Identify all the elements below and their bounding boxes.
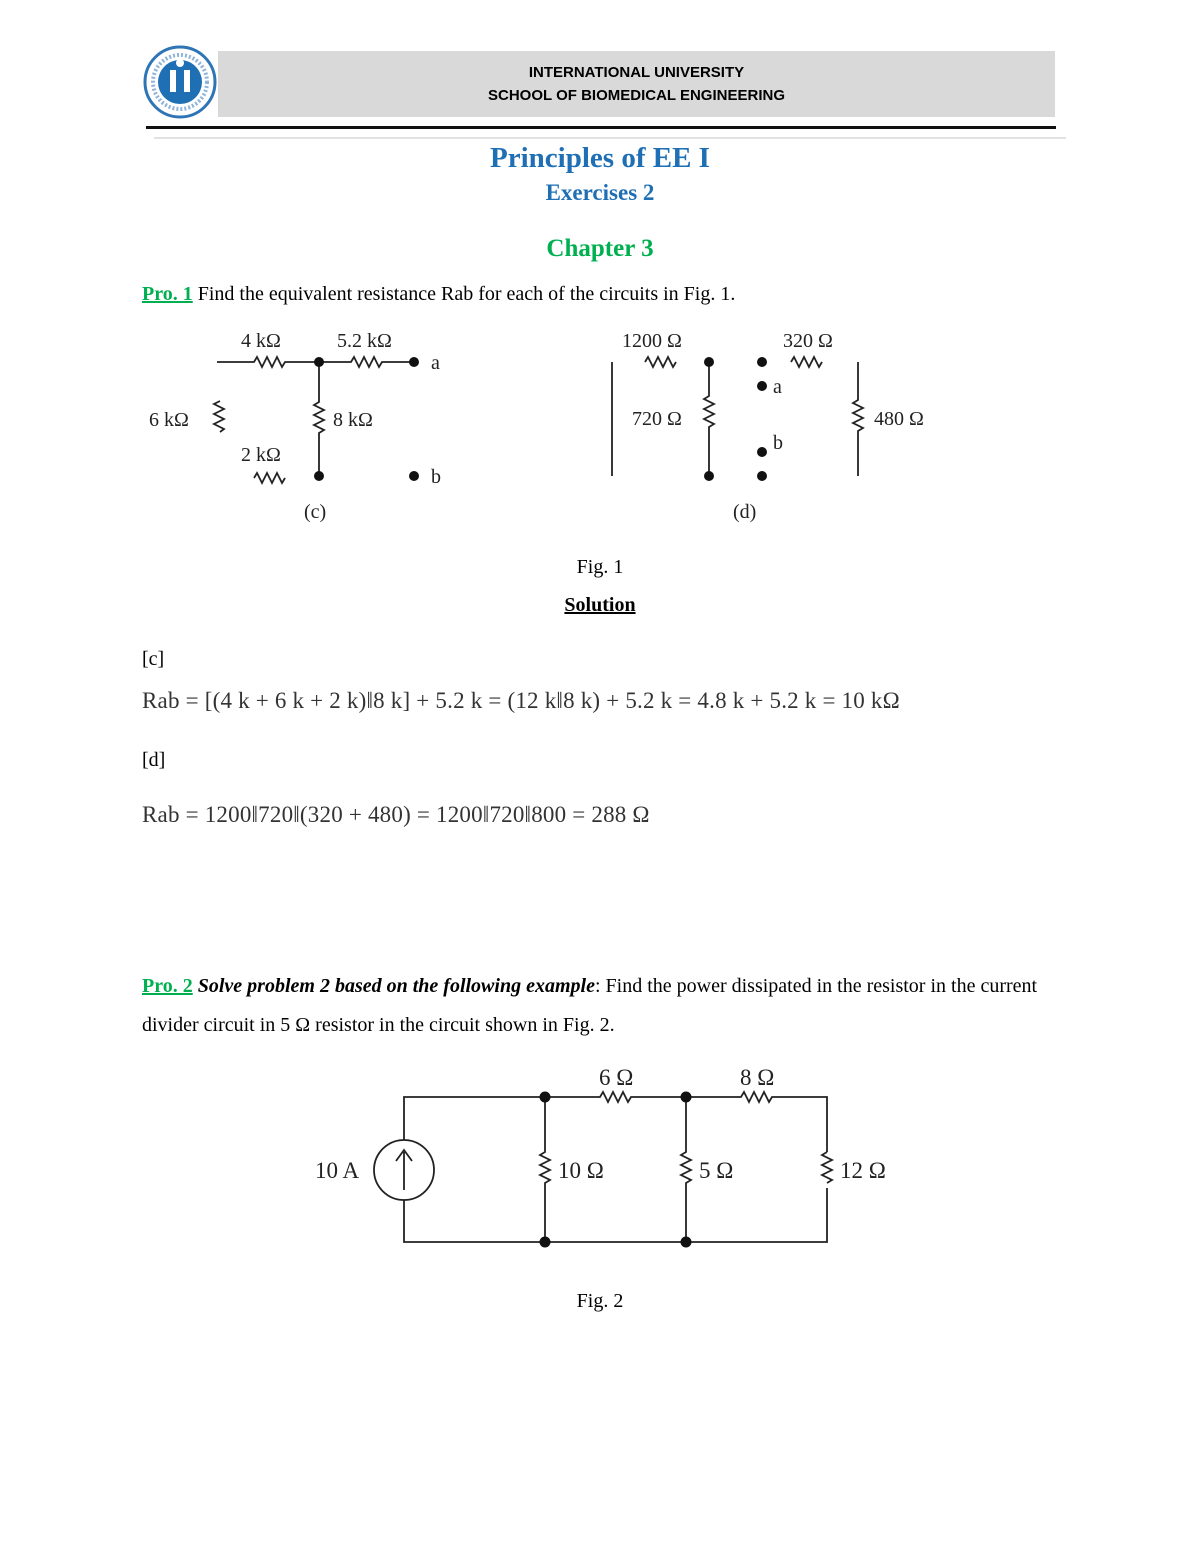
r-6ohm-label: 6 Ω: [599, 1065, 634, 1090]
header-banner: [218, 51, 1055, 117]
r-8ohm-label: 8 Ω: [740, 1065, 775, 1090]
chapter-heading: Chapter 3: [546, 235, 654, 262]
c-figure-label: (c): [304, 501, 327, 523]
d-figure-label: (d): [733, 501, 757, 523]
source-label: 10 A: [315, 1158, 360, 1183]
c-r-5-2k-label: 5.2 kΩ: [337, 330, 392, 352]
c-terminal-b: b: [431, 466, 441, 488]
r-10ohm-label: 10 Ω: [558, 1158, 604, 1183]
c-r-4k-label: 4 kΩ: [241, 330, 281, 352]
d-r-720-label: 720 Ω: [632, 408, 682, 430]
problem-1-label: Pro. 1: [142, 283, 193, 305]
d-terminal-b: b: [773, 432, 783, 454]
solution-c-tag: [c]: [142, 648, 165, 670]
figure-1-caption: Fig. 1: [576, 556, 624, 578]
solution-d-equation: Rab = 1200‖720‖(320 + 480) = 1200‖720‖800 = 288 Ω: [142, 802, 650, 827]
header-school: SCHOOL OF BIOMEDICAL ENGINEERING: [488, 87, 785, 104]
problem-1-text: Find the equivalent resistance Rab for each of the circuits in Fig. 1.: [192, 283, 736, 305]
header-university: INTERNATIONAL UNIVERSITY: [528, 64, 745, 81]
problem-2: [142, 967, 1062, 1045]
d-terminal-a: a: [773, 376, 782, 398]
c-r-6k-label: 6 kΩ: [149, 409, 189, 431]
document-subtitle: Exercises 2: [545, 180, 655, 205]
document-title: Principles of EE I: [490, 142, 710, 174]
problem-2-instruction: Solve problem 2 based on the following example: [197, 975, 595, 997]
c-r-8k-label: 8 kΩ: [333, 409, 373, 431]
problem-2-text: : Find the power dissipated in the resistor in the current divider circuit in 5 Ω resistor in the circuit shown in Fig. 2.: [142, 975, 1038, 1036]
header-divider: [146, 126, 1056, 129]
university-logo: [140, 44, 220, 120]
c-r-2k-label: 2 kΩ: [241, 444, 281, 466]
figure-2-caption: Fig. 2: [576, 1290, 624, 1312]
d-r-320-label: 320 Ω: [783, 330, 833, 352]
problem-1: [142, 281, 735, 307]
d-r-480-label: 480 Ω: [874, 408, 924, 430]
figure-1: [0, 315, 1200, 530]
solution-heading: Solution: [564, 594, 636, 616]
figure-2: [0, 1055, 1200, 1265]
solution-c-equation: Rab = [(4 k + 6 k + 2 k)‖8 k] + 5.2 k = (12 k‖8 k) + 5.2 k = 4.8 k + 5.2 k = 10 kΩ: [142, 688, 900, 713]
header-divider-shadow: [154, 137, 1066, 139]
solution-d-tag: [d]: [142, 749, 166, 771]
r-5ohm-label: 5 Ω: [699, 1158, 734, 1183]
problem-2-label: Pro. 2: [142, 975, 193, 997]
r-12ohm-label: 12 Ω: [840, 1158, 886, 1183]
c-terminal-a: a: [431, 352, 440, 374]
d-r-1200-label: 1200 Ω: [622, 330, 682, 352]
